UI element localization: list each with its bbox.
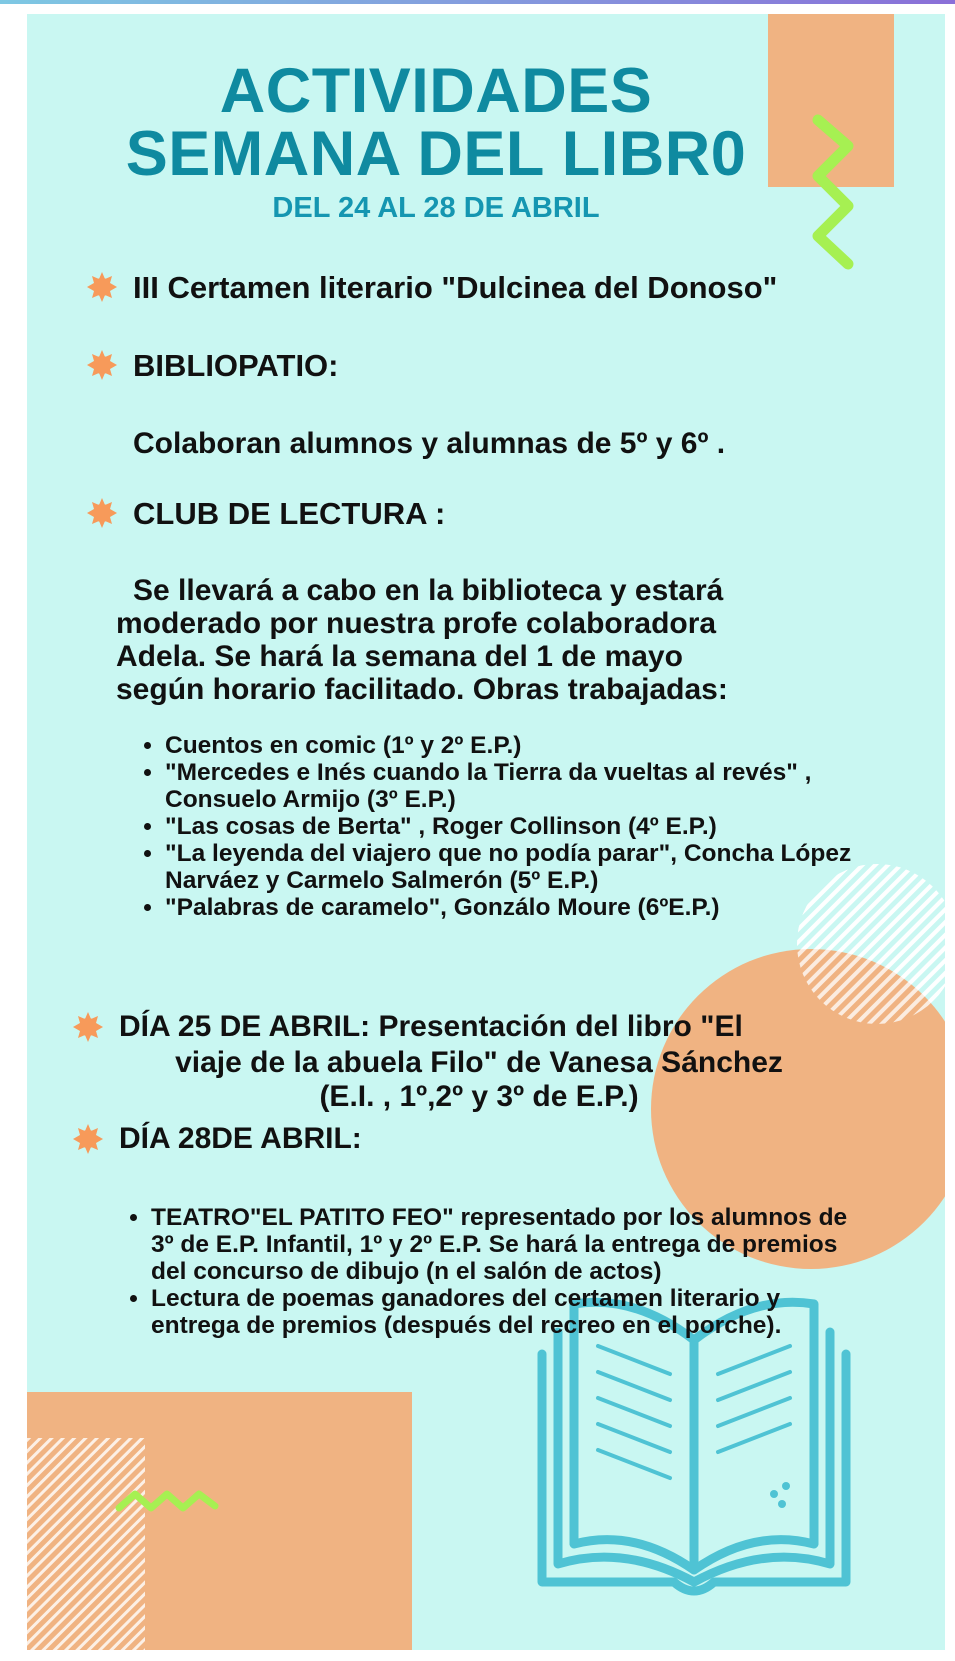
section-bibliopatio	[87, 348, 339, 384]
dia28-heading: DÍA 28DE ABRIL:	[119, 1122, 362, 1155]
sun-bullet-icon	[87, 272, 117, 302]
list-item: • "Mercedes e Inés cuando la Tierra da vueltas al revés" , Consuelo Armijo (3º E.P.)	[165, 759, 865, 813]
sun-bullet-icon	[73, 1124, 103, 1154]
list-item: • TEATRO"EL PATITO FEO" representado por los alumnos de 3º de E.P. Infantil, 1º y 2º E.P. Se hará la entrega de premios del concurso de dibujo (n el salón de actos)	[151, 1204, 863, 1285]
poster	[27, 14, 945, 1650]
title-line-2: SEMANA DEL LIBR0	[125, 119, 747, 189]
dia25-line: viaje de la abuela Filo" de Vanesa Sánchez	[175, 1046, 783, 1079]
dia28-list	[113, 1204, 863, 1339]
zigzag-decoration	[113, 1484, 221, 1520]
club-works-list	[127, 732, 865, 921]
hatched-square-decoration	[27, 1438, 145, 1650]
section-dia-25	[73, 1010, 743, 1044]
club-text-line: Adela. Se hará la semana del 1 de mayo	[116, 640, 683, 673]
title-line-1: ACTIVIDADES	[219, 56, 653, 126]
list-item: • Cuentos en comic (1º y 2º E.P.)	[165, 732, 865, 759]
bibliopatio-heading: BIBLIOPATIO:	[133, 348, 339, 383]
section-club-lectura	[87, 496, 445, 532]
club-heading: CLUB DE LECTURA :	[133, 496, 446, 531]
top-accent-line	[0, 0, 955, 4]
section-dia-28	[73, 1122, 362, 1156]
list-item: • Lectura de poemas ganadores del certamen literario y entrega de premios (después del recreo en el porche).	[151, 1285, 863, 1339]
sun-bullet-icon	[73, 1012, 103, 1042]
dia25-line: DÍA 25 DE ABRIL: Presentación del libro "El	[119, 1010, 743, 1043]
list-item: • "La leyenda del viajero que no podía parar", Concha López Narváez y Carmelo Salmerón (5º E.P.)	[165, 840, 865, 894]
dia25-line: (E.I. , 1º,2º y 3º de E.P.)	[319, 1080, 639, 1113]
club-text-line: Se llevará a cabo en la biblioteca y estará	[133, 574, 724, 607]
bibliopatio-text: Colaboran alumnos y alumnas de 5º y 6º .	[133, 427, 726, 460]
list-item: • "Las cosas de Berta" , Roger Collinson (4º E.P.)	[165, 813, 865, 840]
list-item: • "Palabras de caramelo", Gonzálo Moure (6ºE.P.)	[165, 894, 865, 921]
club-text-line: según horario facilitado. Obras trabajadas:	[116, 673, 728, 706]
date-range: DEL 24 AL 28 DE ABRIL	[272, 192, 600, 224]
sun-bullet-icon	[87, 498, 117, 528]
sun-bullet-icon	[87, 350, 117, 380]
section-certamen	[87, 270, 777, 306]
club-text-line: moderado por nuestra profe colaboradora	[116, 607, 717, 640]
certamen-heading: III Certamen literario "Dulcinea del Donoso"	[133, 270, 778, 305]
